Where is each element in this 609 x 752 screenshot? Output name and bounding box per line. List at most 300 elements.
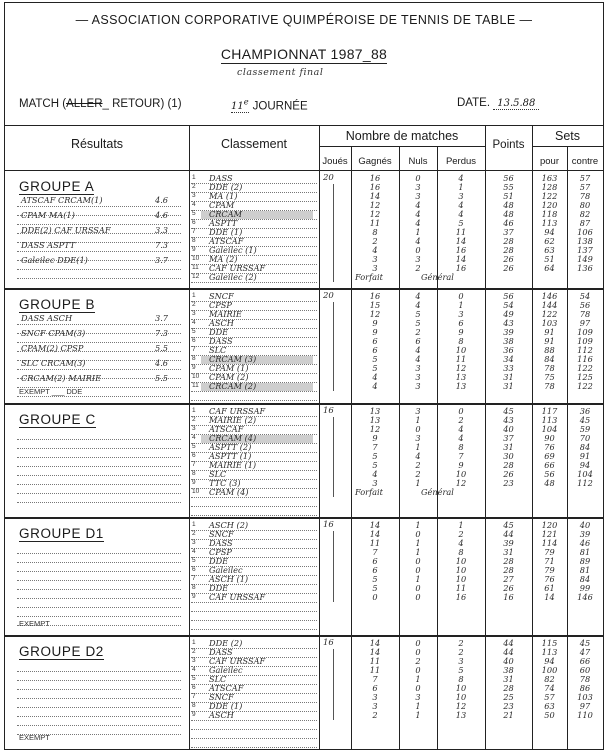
group-separator — [5, 288, 603, 290]
resultats-rule — [17, 269, 181, 270]
classement-rule — [191, 629, 317, 630]
sets-contre-value: 103 — [577, 692, 593, 702]
team-name: DASS — [209, 173, 233, 183]
perdus-value: 2 — [458, 638, 464, 648]
perdus-value: 11 — [455, 354, 467, 364]
joues-value: 16 — [323, 638, 334, 648]
group-name: GROUPE D2 — [19, 644, 104, 659]
classement-rule — [191, 515, 317, 516]
sets-contre-value: 84 — [579, 574, 591, 584]
points-value: 37 — [503, 227, 514, 237]
points-value: 26 — [503, 263, 514, 273]
gagnes-value: 6 — [372, 345, 378, 355]
nuls-value: 4 — [415, 209, 421, 219]
team-name: CPSP — [209, 547, 232, 557]
nuls-value: 5 — [415, 318, 421, 328]
result-score: 5.5 — [155, 373, 169, 383]
sets-pour-value: 76 — [544, 442, 555, 452]
sets-contre-value: 36 — [579, 406, 591, 416]
joues-value: 20 — [323, 173, 334, 183]
rank-number: 8 — [192, 355, 196, 362]
rank-number: 8 — [192, 470, 196, 477]
resultats-rule — [17, 484, 181, 485]
nuls-value: 2 — [415, 327, 421, 337]
result-score: 5.5 — [155, 343, 169, 353]
sets-contre-value: 110 — [577, 710, 593, 720]
gagnes-value: 16 — [369, 291, 381, 301]
gagnes-value: 6 — [372, 556, 378, 566]
gagnes-value: 3 — [372, 254, 378, 264]
rank-number: 7 — [192, 575, 196, 582]
sets-pour-value: 71 — [544, 556, 555, 566]
sets-contre-value: 109 — [577, 327, 593, 337]
rank-number: 6 — [192, 337, 196, 344]
points-value: 51 — [503, 191, 514, 201]
rank-number: 4 — [192, 319, 196, 326]
resultats-rule — [17, 493, 181, 494]
sets-contre-value: 45 — [579, 638, 591, 648]
sets-pour-value: 64 — [544, 263, 555, 273]
nuls-value: 0 — [415, 529, 421, 539]
nuls-value: 0 — [415, 565, 421, 575]
points-header: Points — [492, 139, 525, 151]
contre-header: contre — [571, 156, 599, 167]
nuls-value: 3 — [415, 692, 421, 702]
points-value: 28 — [503, 460, 514, 470]
team-name: ASPTT — [209, 218, 238, 228]
resultats-rule — [17, 369, 181, 370]
resultats-rule — [17, 698, 181, 699]
rank-number: 7 — [192, 346, 196, 353]
rank-number: 4 — [192, 434, 196, 441]
sets-contre-value: 91 — [579, 451, 591, 461]
sets-pour-value: 61 — [544, 583, 555, 593]
sets-contre-value: 81 — [579, 547, 591, 557]
nuls-value: 0 — [415, 638, 421, 648]
sets-contre-value: 122 — [577, 363, 593, 373]
sets-contre-value: 84 — [579, 442, 591, 452]
result-score: 4.6 — [155, 195, 169, 205]
gagnes-value: 9 — [372, 318, 378, 328]
team-name: CRCAM (3) — [209, 354, 257, 364]
team-name: MA (2) — [209, 254, 238, 264]
championship-label: CHAMPIONNAT 1987_88 — [220, 46, 388, 62]
team-name: DDE — [209, 327, 229, 337]
sets-contre-value: 56 — [579, 300, 591, 310]
nuls-value: 1 — [415, 547, 421, 557]
sets-contre-value: 136 — [577, 263, 593, 273]
group-name: GROUPE A — [19, 179, 95, 194]
result-match: CPAM MA(1) — [21, 210, 75, 220]
resultats-rule — [17, 502, 181, 503]
sets-pour-value: 113 — [541, 415, 558, 425]
team-name: MA (1) — [209, 191, 238, 201]
sets-contre-value: 94 — [579, 460, 591, 470]
col-rule-classement — [189, 125, 190, 749]
journee-sup: e — [243, 97, 249, 107]
joues-bracket — [333, 649, 334, 720]
sets-contre-value: 54 — [579, 291, 591, 301]
nuls-value: 1 — [415, 415, 421, 425]
team-name: DDE — [209, 583, 229, 593]
nuls-value: 3 — [415, 372, 421, 382]
classement-rule — [191, 391, 317, 392]
points-value: 26 — [503, 254, 514, 264]
points-value: 45 — [503, 406, 514, 416]
team-name: Galeilec — [209, 565, 243, 575]
rank-number: 4 — [192, 548, 196, 555]
points-value: 48 — [503, 209, 514, 219]
sets-pour-value: 50 — [544, 710, 555, 720]
resultats-rule — [17, 580, 181, 581]
points-value: 45 — [503, 520, 514, 530]
sets-contre-value: 66 — [579, 656, 591, 666]
result-score: 3.7 — [155, 313, 169, 323]
sets-pour-value: 51 — [544, 254, 555, 264]
perdus-value: 9 — [458, 460, 464, 470]
points-value: 44 — [503, 647, 514, 657]
sets-pour-value: 63 — [544, 701, 555, 711]
perdus-value: 1 — [458, 182, 464, 192]
perdus-value: 3 — [458, 656, 464, 666]
nuls-value: 1 — [415, 520, 421, 530]
team-name: DDE (1) — [209, 701, 243, 711]
sheet-header — [5, 3, 603, 123]
group-separator — [5, 517, 603, 519]
points-value: 40 — [503, 656, 514, 666]
gagnes-value: 12 — [369, 309, 381, 319]
perdus-value: 6 — [458, 318, 464, 328]
result-match: Galeilec DDE(1) — [21, 255, 88, 265]
rank-number: 6 — [192, 452, 196, 459]
rank-number: 7 — [192, 461, 196, 468]
header-top-rule — [5, 125, 603, 126]
gagnes-value: 4 — [372, 372, 378, 382]
team-name: SNCF — [209, 529, 234, 539]
sets-pour-value: 90 — [544, 433, 555, 443]
sets-pour-value: 88 — [544, 345, 555, 355]
classement-rule — [191, 738, 317, 739]
nuls-value: 3 — [415, 381, 421, 391]
group-title — [19, 179, 94, 194]
gagnes-value: 5 — [372, 354, 378, 364]
group-separator — [5, 403, 603, 405]
points-value: 44 — [503, 529, 514, 539]
points-value: 55 — [503, 182, 514, 192]
points-value: 49 — [503, 309, 514, 319]
points-value: 31 — [503, 442, 514, 452]
points-value: 31 — [503, 547, 514, 557]
rank-number: 9 — [192, 479, 196, 486]
sets-contre-value: 47 — [579, 647, 591, 657]
gagnes-value: 6 — [372, 683, 378, 693]
rank-number: 7 — [192, 693, 196, 700]
points-value: 33 — [503, 363, 514, 373]
pour-header: pour — [539, 156, 559, 167]
sets-pour-value: 75 — [544, 372, 555, 382]
team-name: CPAM (1) — [209, 363, 249, 373]
resultats-rule — [17, 475, 181, 476]
team-name: ASCH (2) — [209, 520, 249, 530]
nuls-value: 3 — [415, 406, 421, 416]
rank-number: 8 — [192, 702, 196, 709]
perdus-value: 1 — [458, 520, 464, 530]
team-name: CAF URSSAF — [209, 656, 266, 666]
sets-pour-value: 79 — [544, 547, 555, 557]
points-value: 34 — [503, 354, 514, 364]
result-match: CPAM(2) CPSP — [21, 343, 84, 353]
sets-pour-value: 57 — [544, 692, 555, 702]
perdus-value: 4 — [458, 209, 464, 219]
gagnes-value: 5 — [372, 574, 378, 584]
result-score: 3.7 — [155, 255, 169, 265]
nuls-value: 4 — [415, 345, 421, 355]
journee-num: 11 — [231, 101, 244, 113]
perdus-value: 4 — [458, 173, 464, 183]
rank-number: 6 — [192, 566, 196, 573]
rank-number: 5 — [192, 328, 196, 335]
sets-pour-value: 146 — [541, 291, 558, 301]
gagnes-value: 13 — [369, 406, 381, 416]
group-title — [19, 412, 96, 427]
gagnes-value: 12 — [369, 200, 381, 210]
gagnes-value: 7 — [372, 547, 378, 557]
gagnes-value: 11 — [369, 665, 381, 675]
gagnes-value: 3 — [372, 701, 378, 711]
points-value: 27 — [503, 574, 514, 584]
exempt-label: EXEMPT ___ DDE — [19, 387, 83, 396]
classement-rule — [191, 747, 317, 748]
nuls-value: 0 — [415, 424, 421, 434]
gagnes-value: 6 — [372, 336, 378, 346]
rank-number: 5 — [192, 675, 196, 682]
points-value: 54 — [503, 300, 514, 310]
match-aller: ALLER — [66, 98, 103, 110]
rank-number: 5 — [192, 557, 196, 564]
perdus-value: 10 — [455, 565, 467, 575]
perdus-value: 10 — [455, 692, 467, 702]
matches-subrule — [319, 146, 485, 147]
header-bottom-rule — [5, 170, 603, 171]
gagnes-value: 12 — [369, 424, 381, 434]
rank-number: 11 — [192, 264, 199, 271]
sets-contre-value: 40 — [579, 520, 591, 530]
result-score: 4.6 — [155, 358, 169, 368]
rank-number: 3 — [192, 425, 196, 432]
resultats-rule — [17, 251, 181, 252]
sets-contre-value: 46 — [579, 538, 591, 548]
nuls-value: 2 — [415, 469, 421, 479]
journee-number — [231, 97, 249, 113]
team-name: Galeilec (1) — [209, 245, 257, 255]
team-name: SLC — [209, 345, 227, 355]
sets-pour-value: 144 — [541, 300, 558, 310]
rank-number: 8 — [192, 584, 196, 591]
points-value: 16 — [503, 592, 514, 602]
nuls-value: 3 — [415, 254, 421, 264]
sets-contre-value: 97 — [579, 318, 591, 328]
resultats-rule — [17, 324, 181, 325]
points-value: 31 — [503, 372, 514, 382]
perdus-value: 1 — [458, 300, 464, 310]
sets-contre-value: 122 — [577, 381, 593, 391]
team-name: ATSCAF — [209, 424, 244, 434]
points-value: 31 — [503, 381, 514, 391]
team-name: ATSCAF — [209, 236, 244, 246]
col-rule-matches — [319, 125, 320, 749]
sets-pour-value: 82 — [544, 674, 555, 684]
rank-number: 2 — [192, 416, 196, 423]
rank-number: 9 — [192, 593, 196, 600]
gagnes-value: 4 — [372, 381, 378, 391]
perdus-value: 16 — [455, 592, 467, 602]
classement-header: Classement — [221, 137, 287, 151]
points-value: 48 — [503, 200, 514, 210]
gagnes-value: 14 — [369, 638, 381, 648]
team-name: DDE — [209, 556, 229, 566]
nuls-value: 4 — [415, 451, 421, 461]
team-name: Galeilec (2) — [209, 272, 257, 282]
rank-number: 2 — [192, 530, 196, 537]
result-score: 3.3 — [155, 225, 169, 235]
classement-rule — [191, 620, 317, 621]
sets-contre-value: 89 — [579, 556, 591, 566]
classement-rule — [191, 400, 317, 401]
rank-number: 6 — [192, 219, 196, 226]
forfait-label: Forfait — [355, 487, 383, 497]
nuls-value: 3 — [415, 191, 421, 201]
sets-pour-value: 122 — [541, 191, 558, 201]
rank-number: 7 — [192, 228, 196, 235]
team-name: CAF URSSAF — [209, 592, 266, 602]
classement-rule — [191, 720, 317, 721]
team-name: MAIRIE (1) — [209, 460, 257, 470]
team-name: MAIRIE — [209, 309, 242, 319]
sets-pour-value: 163 — [541, 173, 558, 183]
rank-number: 5 — [192, 443, 196, 450]
perdus-value: 13 — [455, 710, 467, 720]
sets-pour-value: 120 — [541, 520, 558, 530]
sets-contre-value: 80 — [579, 200, 591, 210]
rank-number: 9 — [192, 364, 196, 371]
general-label: Général — [421, 487, 454, 497]
gagnes-value: 3 — [372, 263, 378, 273]
association-title: — ASSOCIATION CORPORATIVE QUIMPÉROISE DE TENNIS DE TABLE — — [75, 13, 533, 27]
perdus-value: 2 — [458, 415, 464, 425]
rank-number: 1 — [192, 407, 196, 414]
nuls-value: 1 — [415, 478, 421, 488]
nuls-value: 2 — [415, 263, 421, 273]
resultats-rule — [17, 448, 181, 449]
points-value: 30 — [503, 451, 514, 461]
perdus-value: 8 — [458, 336, 464, 346]
nuls-value: 1 — [415, 538, 421, 548]
sets-pour-value: 120 — [541, 200, 558, 210]
gagnes-value: 12 — [369, 209, 381, 219]
team-name: MAIRIE (2) — [209, 415, 257, 425]
resultats-rule — [17, 278, 181, 279]
sets-header: Sets — [554, 129, 580, 143]
perdus-value: 14 — [455, 254, 467, 264]
nuls-value: 6 — [415, 336, 421, 346]
sets-pour-value: 118 — [541, 209, 558, 219]
gagnes-value: 5 — [372, 583, 378, 593]
sets-pour-value: 66 — [544, 460, 555, 470]
rank-number: 2 — [192, 183, 196, 190]
rank-number: 10 — [192, 488, 200, 495]
score-sheet — [4, 2, 604, 750]
sets-pour-value: 121 — [541, 529, 558, 539]
sets-pour-value: 113 — [541, 218, 558, 228]
resultats-rule — [17, 589, 181, 590]
gagnes-value: 7 — [372, 674, 378, 684]
team-name: CRCAM (4) — [209, 433, 257, 443]
gagnes-value: 11 — [369, 218, 381, 228]
rank-number: 4 — [192, 666, 196, 673]
sets-pour-value: 113 — [541, 647, 558, 657]
sets-contre-value: 99 — [579, 583, 591, 593]
rank-number: 3 — [192, 310, 196, 317]
gagnes-value: 5 — [372, 451, 378, 461]
sets-contre-value: 116 — [577, 354, 593, 364]
sets-contre-value: 146 — [577, 592, 593, 602]
gagnes-value: 0 — [372, 592, 378, 602]
match-line — [19, 98, 182, 110]
sets-pour-value: 103 — [541, 318, 558, 328]
perdus-value: 13 — [455, 372, 467, 382]
team-name: CRCAM (2) — [209, 381, 257, 391]
sets-pour-value: 94 — [544, 227, 555, 237]
sets-pour-value: 69 — [544, 451, 555, 461]
sets-contre-value: 125 — [577, 372, 593, 382]
rank-number: 6 — [192, 684, 196, 691]
sets-contre-value: 39 — [579, 529, 591, 539]
classement-final-note: classement final — [237, 67, 324, 78]
perdus-value: 12 — [455, 701, 467, 711]
nuls-value: 4 — [415, 300, 421, 310]
team-name: Galeilec — [209, 665, 243, 675]
perdus-value: 4 — [458, 424, 464, 434]
nuls-value: 0 — [415, 665, 421, 675]
group-name: GROUPE B — [19, 297, 96, 312]
team-name: ASCH — [209, 318, 234, 328]
perdus-value: 10 — [455, 574, 467, 584]
points-value: 38 — [503, 665, 514, 675]
perdus-value: 0 — [458, 291, 464, 301]
sets-pour-value: 91 — [544, 336, 555, 346]
nuls-value: 1 — [415, 701, 421, 711]
general-label: Général — [421, 272, 454, 282]
classement-rule — [191, 497, 317, 498]
sets-pour-value: 114 — [541, 538, 558, 548]
rank-number: 10 — [192, 255, 200, 262]
resultats-rule — [17, 716, 181, 717]
team-name: DDE (2) — [209, 638, 243, 648]
perdus-value: 12 — [455, 363, 467, 373]
gagnes-value: 16 — [369, 173, 381, 183]
nuls-value: 0 — [415, 173, 421, 183]
team-name: DASS — [209, 647, 233, 657]
group-separator — [5, 635, 603, 637]
team-name: TTC (3) — [209, 478, 241, 488]
gagnes-value: 3 — [372, 692, 378, 702]
sets-pour-value: 115 — [541, 638, 558, 648]
perdus-value: 16 — [455, 245, 467, 255]
gagnes-value: 13 — [369, 415, 381, 425]
nuls-value: 3 — [415, 433, 421, 443]
points-value: 28 — [503, 683, 514, 693]
sets-contre-value: 70 — [579, 433, 591, 443]
